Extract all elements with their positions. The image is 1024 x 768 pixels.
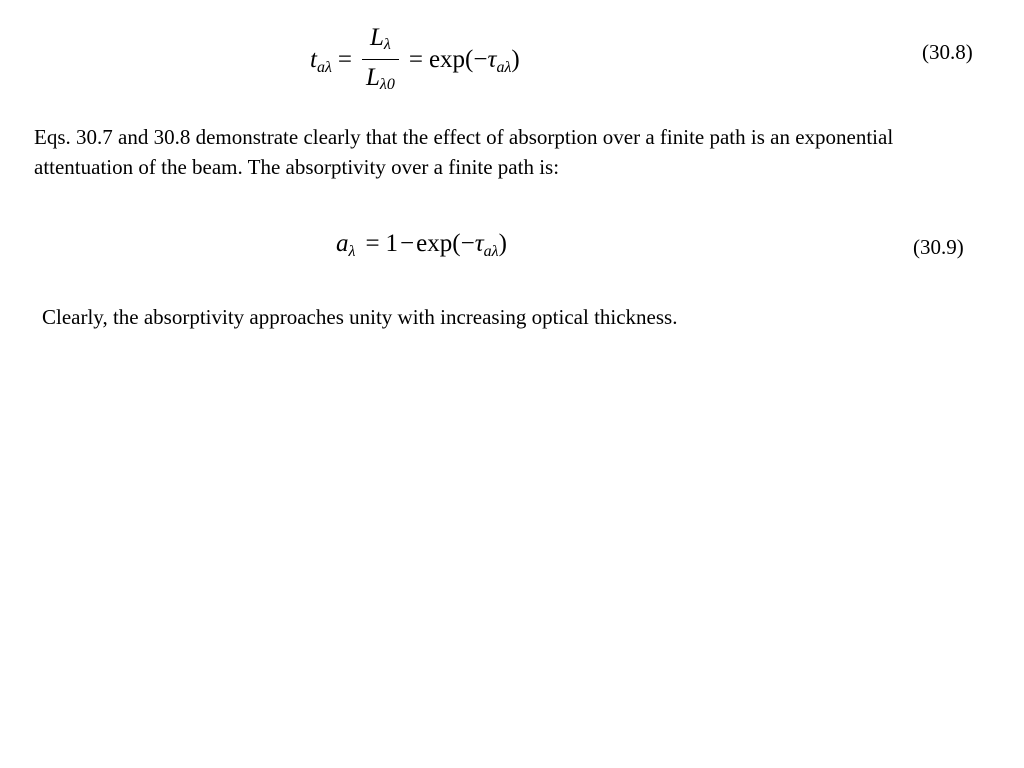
equation-30-8	[310, 20, 520, 99]
eq-30-8-func: exp(−	[428, 45, 488, 73]
eq-30-8-tau-sub: aλ	[496, 58, 512, 76]
eq-30-8-num-sub: λ	[383, 36, 391, 53]
equation-30-9	[336, 230, 507, 258]
paragraph-conclusion: Clearly, the absorptivity approaches unity with increasing optical thickness.	[42, 305, 678, 329]
eq-30-8-num-var: L	[370, 24, 384, 51]
eq-30-9-one: 1	[385, 230, 399, 257]
eq-30-8-denominator	[362, 60, 399, 99]
eq-30-9-minus: −	[400, 230, 415, 257]
eq-30-9-tau-sub: aλ	[483, 243, 499, 260]
equation-number-30-8: (30.8)	[922, 40, 973, 64]
eq-30-8-numerator	[366, 20, 395, 59]
eq-30-8-den-var: L	[366, 64, 380, 92]
eq-30-8-lhs-sub: aλ	[316, 58, 332, 76]
eq-30-8-close: )	[511, 45, 520, 73]
eq-30-8-equals-2: =	[408, 45, 423, 73]
eq-30-8-den-sub: λ0	[379, 76, 395, 94]
paragraph-absorption: Eqs. 30.7 and 30.8 demonstrate clearly that the effect of absorption over a finite path is an exponential attentuation of the beam. The absorptivity over a finite path is:	[34, 125, 894, 179]
eq-30-9-lhs-var: a	[336, 230, 349, 257]
eq-30-9-lhs-sub: λ	[348, 243, 356, 260]
eq-30-9-equals: =	[365, 230, 380, 257]
eq-30-8-lhs-var: t	[310, 45, 317, 73]
eq-30-8-fraction	[362, 20, 399, 99]
eq-30-9-func: exp(−	[416, 230, 475, 257]
eq-30-9-tau: τ	[474, 230, 484, 257]
eq-30-8-tau: τ	[487, 45, 497, 73]
eq-30-9-close: )	[498, 230, 507, 257]
equation-number-30-9: (30.9)	[913, 235, 964, 259]
eq-30-8-equals-1: =	[337, 45, 352, 73]
